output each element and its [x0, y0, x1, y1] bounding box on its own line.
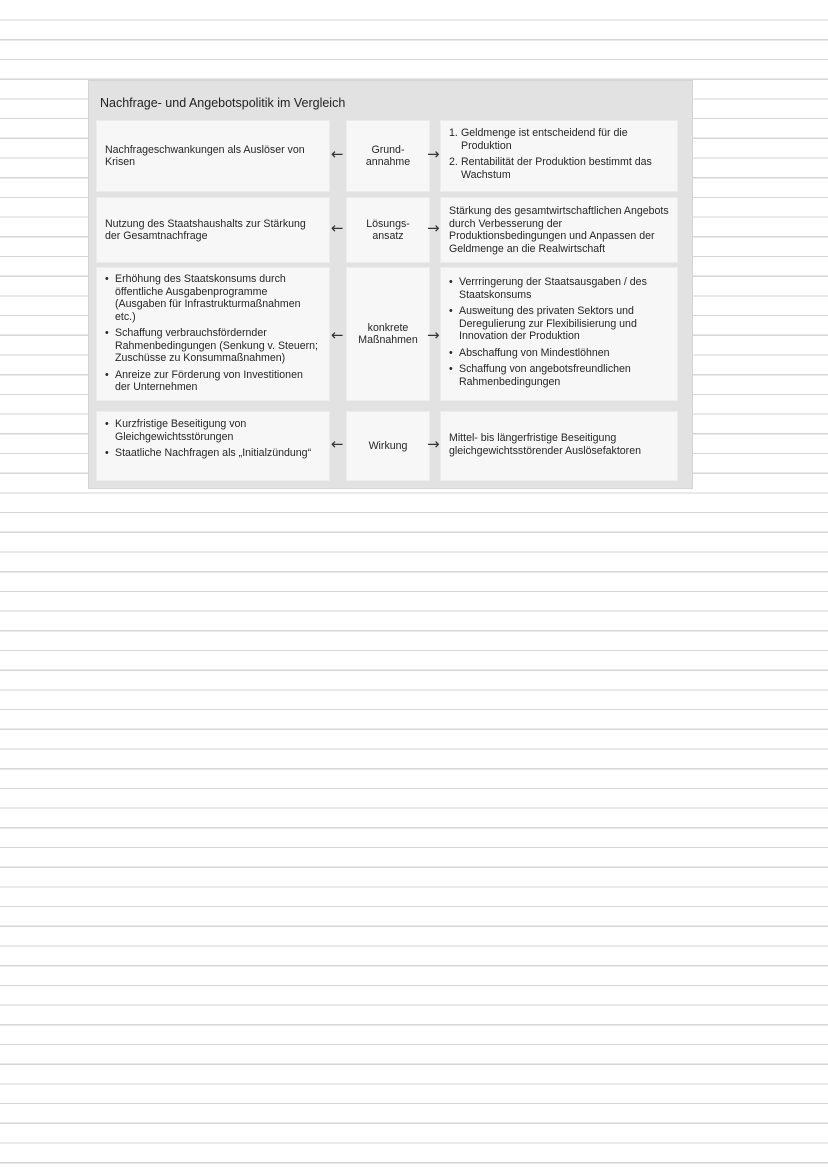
list-item: • Schaffung verbrauchsfördernder Rahmenbedingungen (Senkung v. Steuern; Zuschüsse zu Konsummaßnahmen)	[105, 327, 321, 365]
arrow-left-icon: ←	[331, 219, 344, 237]
demand-basic-assumption	[96, 120, 330, 192]
supply-effect	[440, 411, 678, 481]
list-item: • Ausweitung des privaten Sektors und Deregulierung zur Flexibilisierung und Innovation der Produktion	[449, 305, 669, 343]
arrow-left-icon: ←	[331, 326, 344, 344]
arrow-right-icon: →	[427, 326, 440, 344]
list-item	[449, 127, 669, 152]
list-item: • Schaffung von angebotsfreundlichen Rahmenbedingungen	[449, 363, 669, 388]
demand-concrete-measures-list	[105, 273, 321, 394]
list-item	[449, 156, 669, 181]
comparison-figure	[88, 80, 693, 489]
supply-concrete-measures-list	[449, 276, 669, 388]
list-item: • Kurzfristige Beseitigung von Gleichgewichtsstörungen	[105, 418, 321, 443]
supply-effect-text: Mittel- bis längerfristige Beseitigung gleichgewichtsstörender Auslösefaktoren	[449, 432, 641, 457]
row-label-grundannahme: Grund- annahme	[346, 120, 430, 192]
arrow-left-icon: ←	[331, 435, 344, 453]
arrow-left-icon: ←	[331, 145, 344, 163]
supply-solution-approach	[440, 197, 678, 263]
arrow-right-icon: →	[427, 435, 440, 453]
demand-basic-assumption-text: Nachfrageschwankungen als Auslöser von Krisen	[105, 143, 305, 168]
row-label-loesungsansatz: Lösungs- ansatz	[346, 197, 430, 263]
demand-effect-list	[105, 418, 321, 460]
row-label-wirkung: Wirkung	[346, 411, 430, 481]
arrow-right-icon: →	[427, 219, 440, 237]
list-item: • Anreize zur Förderung von Investitionen der Unternehmen	[105, 369, 321, 394]
demand-solution-approach	[96, 197, 330, 263]
list-item-text: Rentabilität der Produktion bestimmt das Wachstum	[461, 156, 652, 181]
demand-concrete-measures	[96, 267, 330, 401]
demand-effect	[96, 411, 330, 481]
row-label-konkrete-massnahmen: konkrete Maßnahmen	[346, 267, 430, 401]
list-item-text: Geldmenge ist entscheidend für die Produktion	[461, 127, 628, 152]
list-item: • Verrringerung der Staatsausgaben / des Staatskonsums	[449, 276, 669, 301]
arrow-right-icon: →	[427, 145, 440, 163]
figure-title: Nachfrage- und Angebotspolitik im Vergleich	[100, 96, 346, 110]
supply-basic-assumption	[440, 120, 678, 192]
supply-concrete-measures	[440, 267, 678, 401]
list-number: 1.	[449, 127, 458, 139]
list-number: 2.	[449, 156, 458, 168]
supply-basic-assumption-list	[449, 127, 669, 181]
list-item: • Staatliche Nachfragen als „Initialzündung“	[105, 447, 321, 460]
list-item: • Abschaffung von Mindestlöhnen	[449, 347, 669, 360]
list-item: • Erhöhung des Staatskonsums durch öffentliche Ausgabenprogramme (Ausgaben für Infrastrukturmaßnahmen etc.)	[105, 273, 321, 323]
demand-solution-approach-text: Nutzung des Staatshaushalts zur Stärkung der Gesamtnachfrage	[105, 217, 306, 242]
supply-solution-approach-text: Stärkung des gesamtwirtschaftlichen Angebots durch Verbesserung der Produktionsbedingungen und Anpassen der Geldmenge an die Realwirtschaft	[449, 205, 669, 255]
